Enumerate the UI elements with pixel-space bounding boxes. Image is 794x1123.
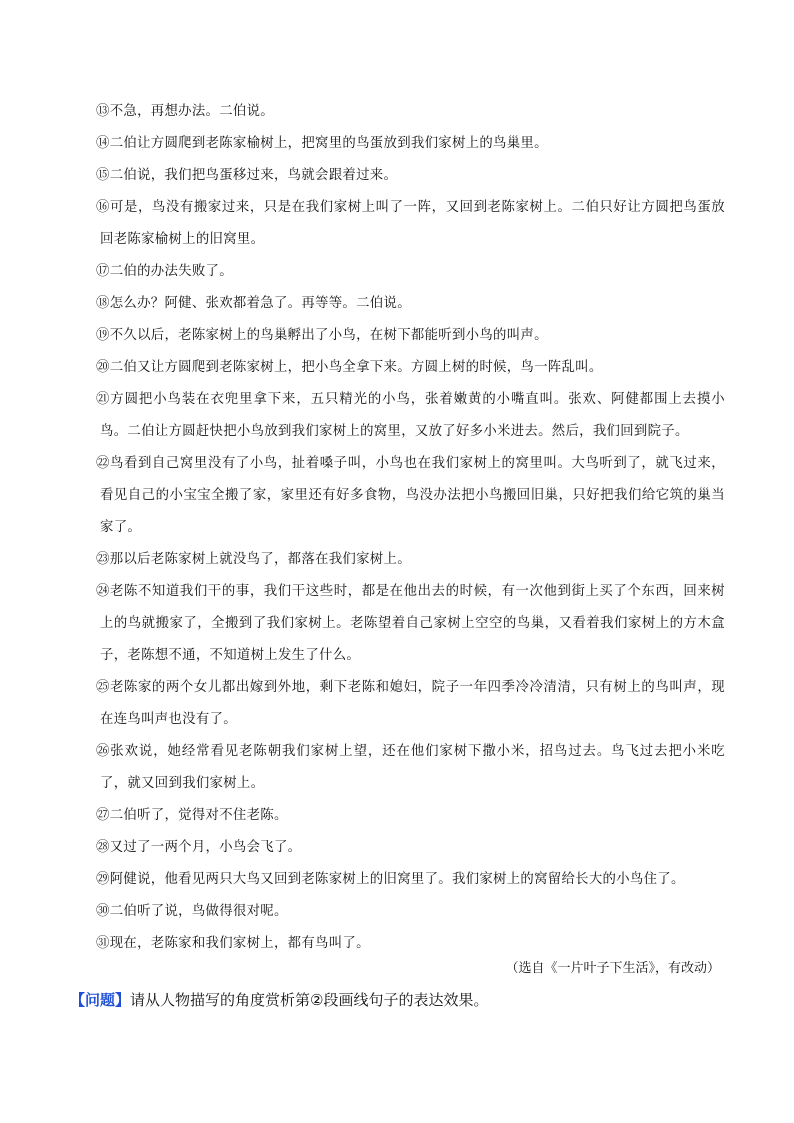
paragraph-24: ㉔老陈不知道我们干的事，我们干这些时，都是在他出去的时候，有一次他到街上买了个东西，回来树上的鸟就搬家了，全搬到了我们家树上。老陈望着自己家树上空空的鸟巢，又看着我们家树上的方木盒子，老陈想不通，不知道树上发生了什么。 — [96, 584, 725, 663]
paragraph-30: ㉚二伯听了说，鸟做得很对呢。 — [96, 904, 288, 919]
paragraph-31: ㉛现在，老陈家和我们家树上，都有鸟叫了。 — [96, 936, 370, 951]
question-block — [70, 986, 488, 1014]
paragraph-20: ⑳二伯又让方圆爬到老陈家树上，把小鸟全拿下来。方圆上树的时候，鸟一阵乱叫。 — [96, 360, 603, 375]
paragraph-13: ⑬不急，再想办法。二伯说。 — [96, 104, 274, 119]
paragraph-18: ⑱怎么办？阿健、张欢都着急了。再等等。二伯说。 — [96, 296, 411, 311]
paragraph-19: ⑲不久以后，老陈家树上的鸟巢孵出了小鸟，在树下都能听到小鸟的叫声。 — [96, 328, 548, 343]
paragraph-27: ㉗二伯听了，觉得对不住老陈。 — [96, 808, 288, 823]
paragraph-23: ㉓那以后老陈家树上就没鸟了，都落在我们家树上。 — [96, 552, 411, 567]
paragraph-15: ⑮二伯说，我们把鸟蛋移过来，鸟就会跟着过来。 — [96, 168, 398, 183]
question-text: 请从人物描写的角度赏析第②段画线句子的表达效果。 — [130, 991, 489, 1009]
paragraph-17: ⑰二伯的办法失败了。 — [96, 264, 233, 279]
paragraph-21: ㉑方圆把小鸟装在衣兜里拿下来，五只精光的小鸟，张着嫩黄的小嘴直叫。张欢、阿健都围上去摸小鸟。二伯让方圆赶快把小鸟放到我们家树上的窝里，又放了好多小米进去。然后，我们回到院子。 — [96, 392, 725, 439]
paragraph-14: ⑭二伯让方圆爬到老陈家榆树上，把窝里的鸟蛋放到我们家树上的鸟巢里。 — [96, 136, 548, 151]
paragraph-28: ㉘又过了一两个月，小鸟会飞了。 — [96, 840, 302, 855]
paragraph-29: ㉙阿健说，他看见两只大鸟又回到老陈家树上的旧窝里了。我们家树上的窝留给长大的小鸟住了。 — [96, 872, 685, 887]
paragraph-26: ㉖张欢说，她经常看见老陈朝我们家树上望，还在他们家树下撒小米，招鸟过去。鸟飞过去把小米吃了，就又回到我们家树上。 — [96, 744, 725, 791]
paragraph-16: ⑯可是，鸟没有搬家过来，只是在我们家树上叫了一阵，又回到老陈家树上。二伯只好让方圆把鸟蛋放回老陈家榆树上的旧窝里。 — [96, 200, 725, 247]
paragraph-22: ㉒鸟看到自己窝里没有了小鸟，扯着嗓子叫，小鸟也在我们家树上的窝里叫。大鸟听到了，就飞过来，看见自己的小宝宝全搬了家，家里还有好多食物，鸟没办法把小鸟搬回旧巢，只好把我们给它筑的巢当家了。 — [96, 456, 725, 535]
question-tag: 【问题】 — [70, 991, 131, 1009]
paragraph-25: ㉕老陈家的两个女儿都出嫁到外地，剩下老陈和媳妇，院子一年四季冷冷清清，只有树上的鸟叫声，现在连鸟叫声也没有了。 — [96, 680, 725, 727]
source-citation: （选自《一片叶子下生活》，有改动） — [505, 961, 720, 976]
